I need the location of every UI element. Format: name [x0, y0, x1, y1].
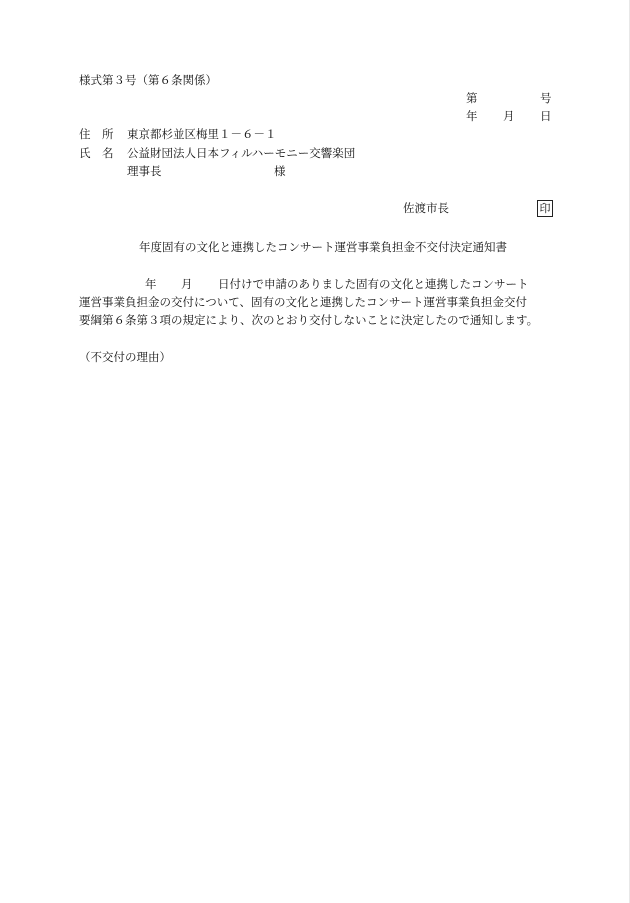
doc-number-suffix: 号: [540, 91, 552, 105]
address-value: 東京都杉並区梅里１－６－１: [127, 127, 277, 141]
date-year: 年: [466, 109, 478, 123]
honorific: 様: [274, 164, 286, 178]
seal-stamp: 印: [537, 200, 553, 217]
document-title: 年度固有の文化と連携したコンサート運営事業負担金不交付決定通知書: [139, 240, 507, 254]
doc-number-prefix: 第: [466, 91, 478, 105]
representative-title: 理事長: [127, 164, 162, 178]
date-month: 月: [503, 109, 515, 123]
date-day: 日: [540, 109, 552, 123]
body-year: 年: [145, 277, 157, 291]
body-line-3: 要綱第６条第３項の規定により、次のとおり交付しないことに決定したので通知します。: [79, 313, 539, 327]
body-month: 月: [181, 277, 193, 291]
address-label: 住 所: [79, 127, 114, 141]
form-number: 様式第３号（第６条関係）: [79, 73, 217, 87]
issuer: 佐渡市長: [403, 201, 449, 215]
name-value: 公益財団法人日本フィルハーモニー交響楽団: [127, 146, 356, 160]
name-label: 氏 名: [79, 146, 114, 160]
reason-heading: （不交付の理由）: [79, 350, 171, 364]
body-line-2: 運営事業負担金の交付について、固有の文化と連携したコンサート運営事業負担金交付: [79, 295, 528, 309]
body-line-1: 日付けで申請のありました固有の文化と連携したコンサート: [218, 277, 529, 291]
